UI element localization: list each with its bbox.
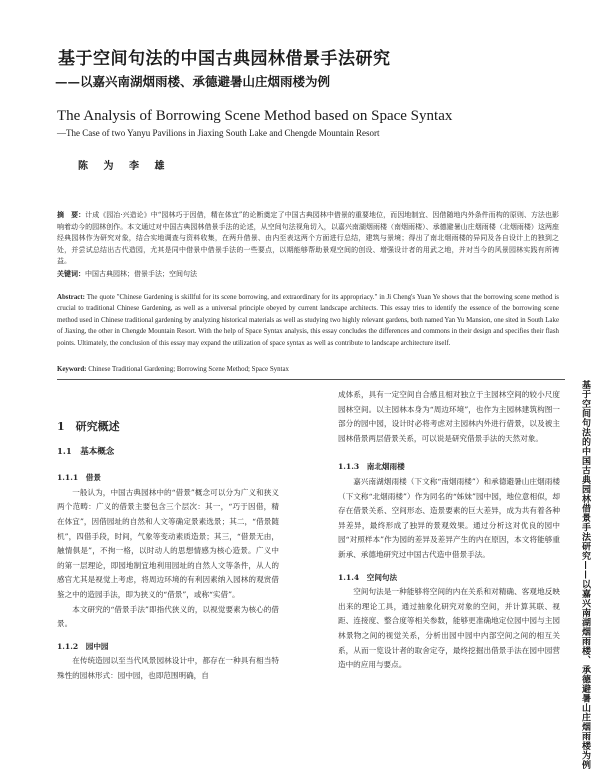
paper-subtitle-en: —The Case of two Yanyu Pavilions in Jiaxing South Lake and Chengde Mountain Resort — [57, 128, 380, 138]
subsection-heading-1-1-4: 1.1.4 空间句法 — [338, 572, 398, 582]
right-column — [338, 388, 560, 673]
keywords-cn — [57, 268, 559, 281]
abstract-en-text: The quote "Chinese Gardening is skillful for its scene borrowing, and extraordinary for its appropriacy." in Ji Cheng's Yuan Ye shows that the borrowing scene method is crucial to traditional Chinese Gardening, as well as a universal principle obeyed by current landscape architects. This essay tries to identify the essence of the borrowing scene method used in Chinese traditional gardening by analyzing historical materials as well as studying two highly relevant gardens, both named Yan Yu Mansion, one sited in South Lake of Jiaxing, the other in Chengde Mountain Resort. With the help of Space Syntax analysis, this essay concludes the differences and commons in their design and specifies their flash points. Ultimately, the conclusion of this essay may expand the utilization of space syntax as well as contribute to landscape architecture itself. — [57, 294, 559, 347]
section-heading-1: 1 研究概述 — [57, 420, 120, 433]
subsection-heading-1-1-2: 1.1.2 园中园 — [57, 641, 109, 651]
keywords-cn-text: 中国古典园林；借景手法；空间句法 — [85, 270, 197, 278]
body-paragraph: 在传统造园以至当代风景园林设计中，都存在一种具有相当特殊性的园林形式：园中园，也即范围明确，自 — [57, 656, 279, 680]
paper-subtitle-cn: ——以嘉兴南湖烟雨楼、承德避暑山庄烟雨楼为例 — [55, 74, 331, 89]
body-paragraph: 嘉兴南湖烟雨楼（下文称“南烟雨楼”）和承德避暑山庄烟雨楼（下文称“北烟雨楼”）作为同名的“姊妹”园中园，地位意相似，却存在借景关系、空间形态、造景要素的巨大差异，成为共有着各种异差异，最终形成了独异的景观效果。通过分析这对优良的园中园“对照样本”作为园的差异及差异产生的内在原因，本文将能够重新承、承德地研究过中国古代造中借景手法。 — [338, 476, 560, 559]
running-title-sidebar: 基于空间句法的中国古典园林借景手法研究——以嘉兴南湖烟雨楼、承德避暑山庄烟雨楼为例 — [580, 380, 590, 770]
subsection-heading-1-1-1: 1.1.1 借景 — [57, 473, 101, 483]
keywords-cn-label: 关键词： — [57, 269, 85, 278]
keywords-en-label: Keyword: — [57, 366, 87, 373]
abstract-cn-label: 摘 要： — [57, 210, 86, 219]
subsection-heading-1-1: 1.1 基本概念 — [57, 446, 115, 457]
body-paragraph: 一般认为，中国古典园林中的“借景”概念可以分为广义和狭义两个范畴：广义的借景主要包含三个层次：其一，“巧于因借，精在体宜”，因借园址的自然和人文等确定景素选景；其二，“借景随机”，四借手段，时间，气象等变动素质造景；其三，“借景无由，触情俱是”，不拘一格，以时动人的思想情感为核心造景。广义中的第一层理论，即园地制宜地利用园址的自然人文等条件，从人的感官尤其是视觉上考虑，将周边环境的有利因素纳入园林的观赏借鉴之中的造园手法，即为狭义的“借景”，或称“实借”。 — [57, 487, 279, 599]
keywords-en-text: Chinese Traditional Gardening; Borrowing Scene Method; Space Syntax — [88, 366, 289, 373]
body-paragraph: 本文研究的“借景手法”即指代狭义的，以视觉要素为核心的借景。 — [57, 604, 279, 629]
body-paragraph: 成体系，具有一定空间自合感且相对独立于主园林空间的较小尺度园林空间。以主园林本身为“周边环境”，也作为主园林建筑构图一部分的园中园，设计时必将考虑对主园林内外进行借景，以及被主园林借景两层借景关系，可以说是研究借景手法的天然对象。 — [338, 390, 560, 443]
paper-title-cn: 基于空间句法的中国古典园林借景手法研究 — [58, 49, 391, 69]
abstract-cn-text: 计成《园冶·兴造论》中“园林巧于因借，精在体宜”的论断奠定了中国古典园林中借景的重要地位，而因地制宜、因借随地内外条件而构的原则、方法也影响着动今的园林创作。本文通过对中国古典园林借景手法的论述，从空间句法视角切入，以嘉兴南湖烟雨楼（南烟雨楼）、承德避暑山庄烟雨楼（北烟雨楼）这两座经典园林作为研究对象，结合实地调查与资料收集，在两升借景、由内至表这两个方面进行总结，建筑与景境；得出了南北烟雨楼的异同及各自设计上的独到之处，并尝试总结出古代造园，尤其是同中借景中借景手法的一些要点，以期能够帮助景观空间的创设、增强设计者的用武之地，并对当今的风景园林实践有所裨益。 — [57, 211, 560, 266]
left-column — [57, 420, 279, 684]
keywords-en — [57, 364, 559, 376]
abstract-en — [57, 292, 559, 349]
abstract-en-label: Abstract: — [57, 294, 85, 301]
section-divider — [57, 379, 565, 380]
body-paragraph: 空间句法是一种能够将空间的内在关系和对精确、客观地反映出来的理论工具，通过抽象化研究对象的空间，并计算其联、视距、连接度、整合度等相关参数，能够更准确地定位园中园与主园林景物之间的视觉关系，分析出园中园中内部空间之间的相互关系，从而一览设计者的取舍定夺，最终挖掘出借景手法在园中园营造中的应用与要点。 — [338, 587, 560, 670]
paper-title-en: The Analysis of Borrowing Scene Method based on Space Syntax — [57, 108, 453, 124]
paper-authors: 陈 为 李 雄 — [78, 161, 171, 172]
abstract-cn — [57, 209, 559, 268]
subsection-heading-1-1-3: 1.1.3 南北烟雨楼 — [338, 462, 405, 472]
